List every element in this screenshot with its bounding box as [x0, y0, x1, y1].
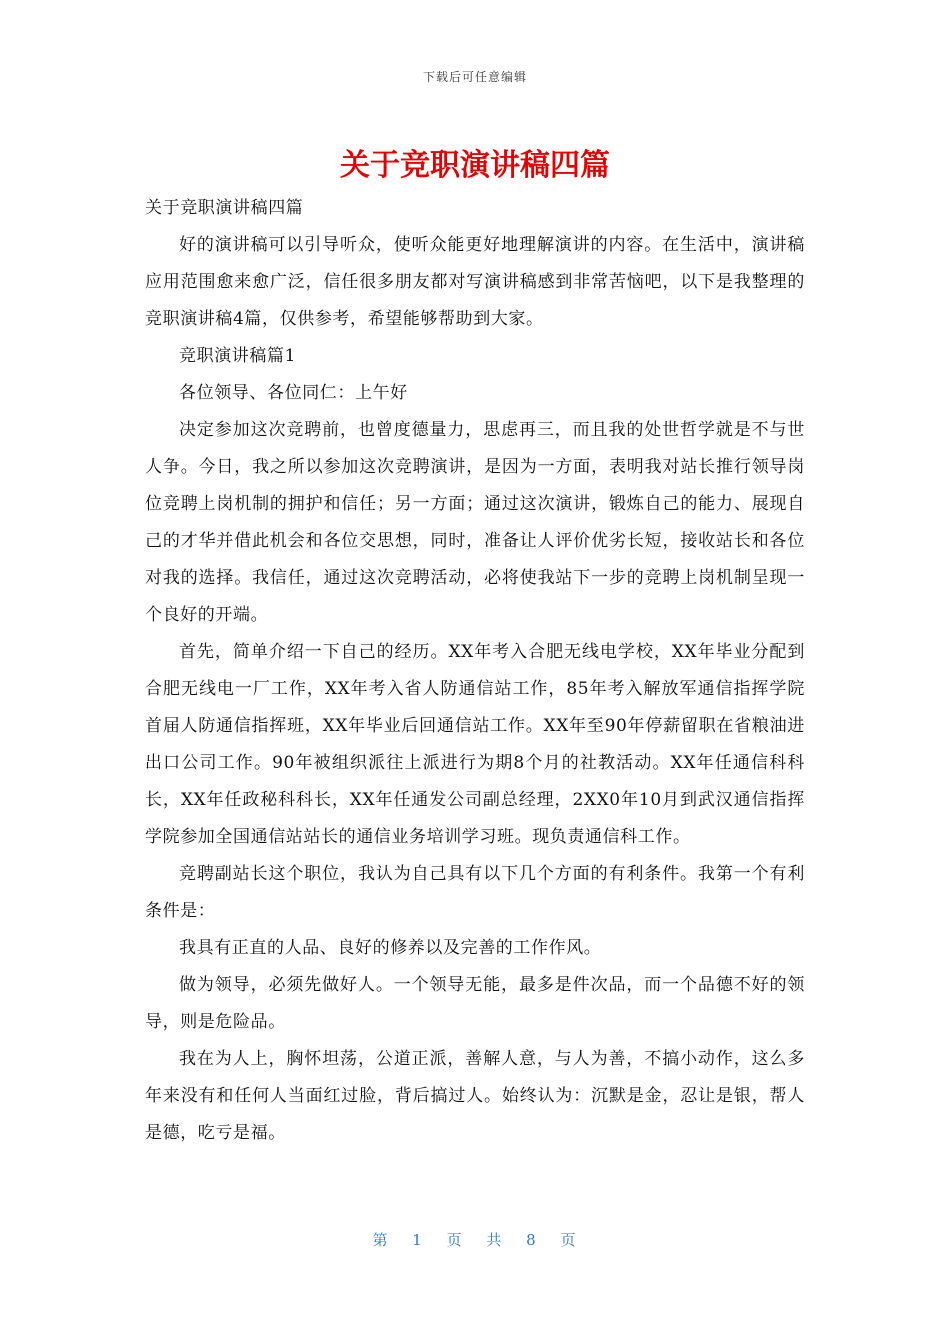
paragraph: 我在为人上，胸怀坦荡，公道正派，善解人意，与人为善，不搞小动作，这么多年来没有和任何人当面红过脸，背后搞过人。始终认为：沉默是金，忍让是银，帮人是德，吃亏是福。	[145, 1049, 805, 1143]
paragraph: 首先，简单介绍一下自己的经历。XX年考入合肥无线电学校，XX年毕业分配到合肥无线电一厂工作，XX年考入省人防通信站工作，85年考入解放军通信指挥学院首届人防通信指挥班，XX年毕业后回通信站工作。XX年至90年停薪留职在省粮油进出口公司工作。90年被组织派往上派进行为期8个月的社教活动。XX年任通信科科长，XX年任政秘科科长，XX年任通发公司副总经理，2XX0年10月到武汉通信指挥学院参加全国通信站站长的通信业务培训学习班。现负责通信科工作。	[145, 642, 805, 847]
paragraph-greeting: 各位领导、各位同仁：上午好	[179, 383, 408, 403]
paragraph-intro: 好的演讲稿可以引导听众，使听众能更好地理解演讲的内容。在生活中，演讲稿应用范围愈来愈广泛，信任很多朋友都对写演讲稿感到非常苦恼吧，以下是我整理的竞职演讲稿4篇，仅供参考，希望能够帮助到大家。	[145, 235, 805, 329]
paragraph: 决定参加这次竞聘前，也曾度德量力，思虑再三，而且我的处世哲学就是不与世人争。今日，我之所以参加这次竞聘演讲，是因为一方面，表明我对站长推行领导岗位竞聘上岗机制的拥护和信任；另一方面；通过这次演讲，锻炼自己的能力、展现自己的才华并借此机会和各位交思想，同时，准备让人评价优劣长短，接收站长和各位对我的选择。我信任，通过这次竞聘活动，必将使我站下一步的竞聘上岗机制呈现一个良好的开端。	[145, 420, 805, 625]
paragraph: 我具有正直的人品、良好的修养以及完善的工作作风。	[179, 938, 602, 958]
paragraph: 做为领导，必须先做好人。一个领导无能，最多是件次品，而一个品德不好的领导，则是危险品。	[145, 975, 805, 1032]
paragraph-section-heading: 竞职演讲稿篇1	[179, 346, 297, 366]
document-body	[145, 190, 805, 1152]
document-title: 关于竞职演讲稿四篇	[340, 148, 610, 183]
page-footer: 第 1 页 共 8 页	[372, 1231, 578, 1249]
paragraph: 竞聘副站长这个职位，我认为自己具有以下几个方面的有利条件。我第一个有利条件是：	[145, 864, 805, 921]
paragraph-subtitle: 关于竞职演讲稿四篇	[145, 198, 304, 218]
header-note: 下载后可任意编辑	[422, 70, 527, 84]
